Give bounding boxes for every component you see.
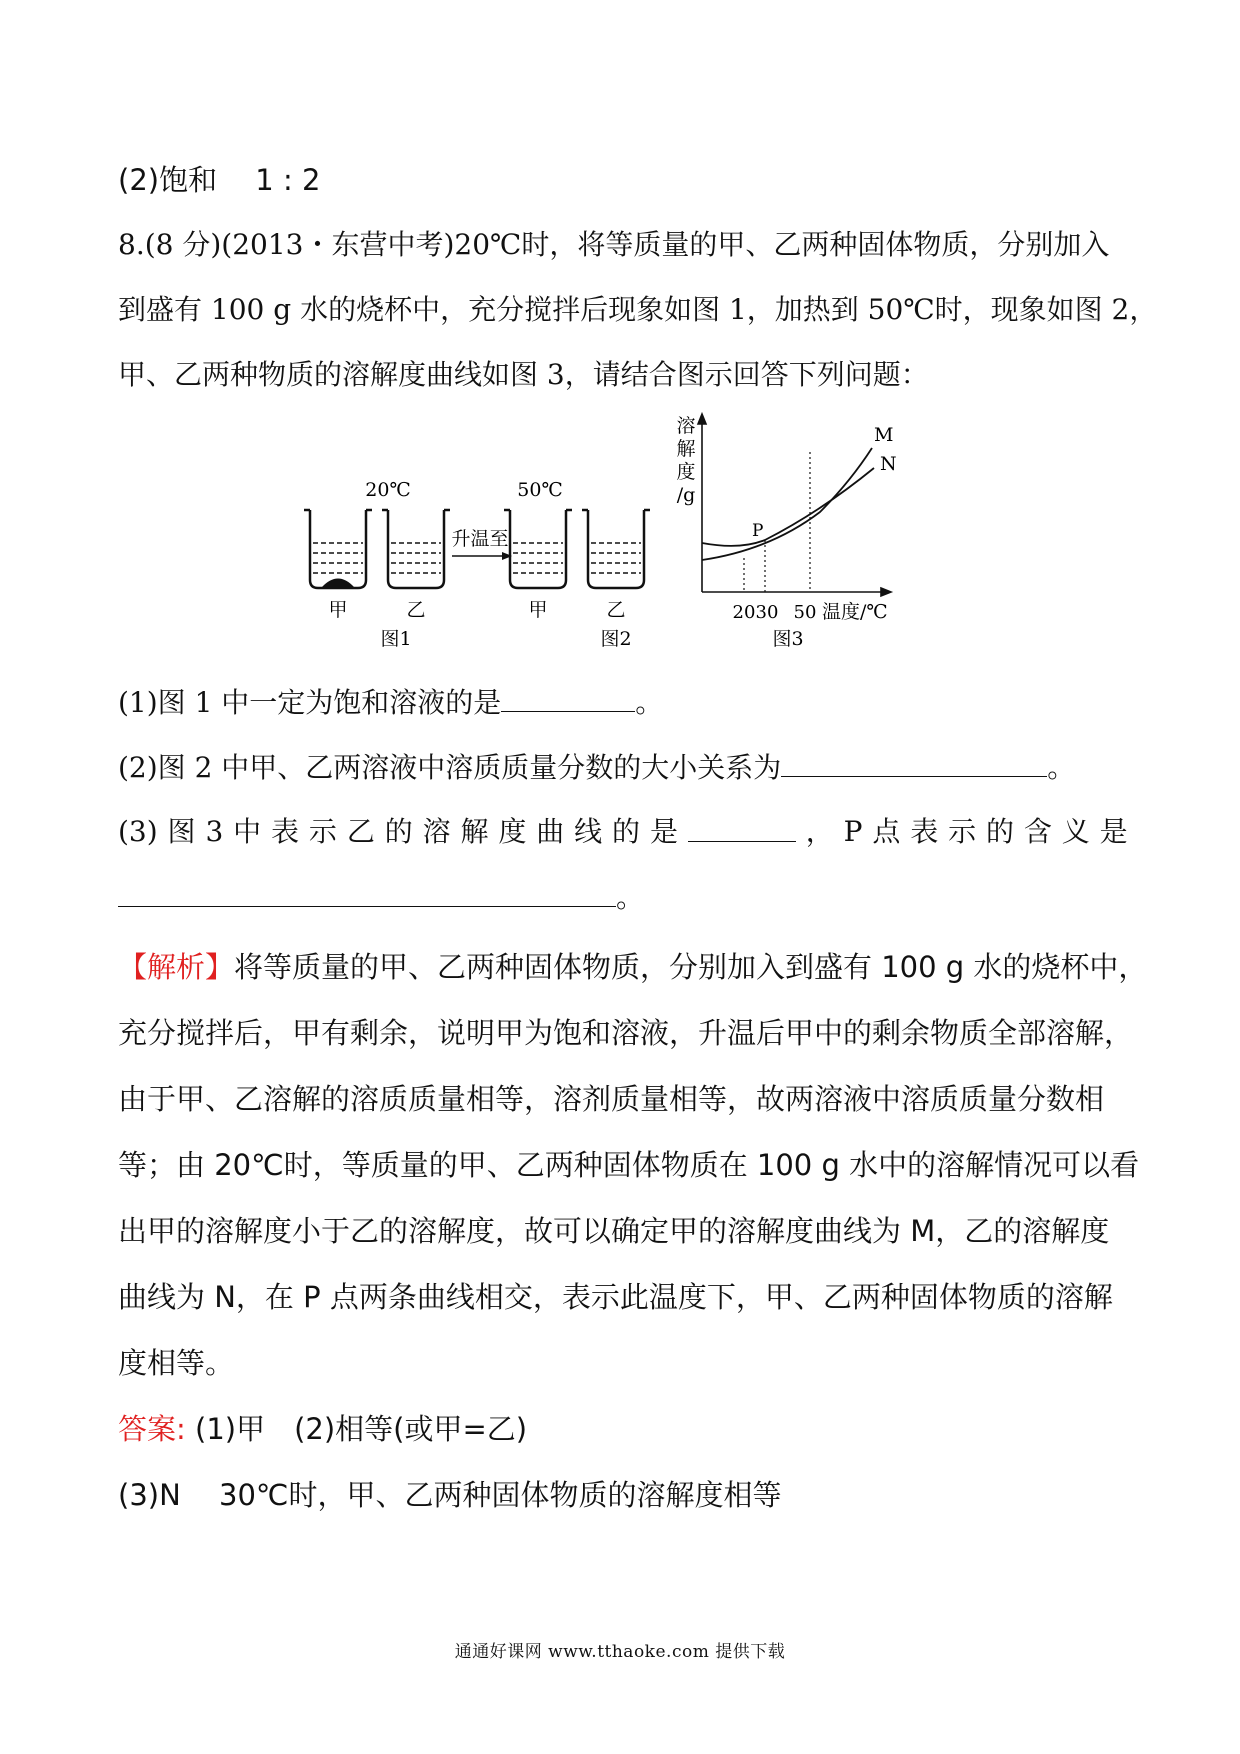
subquestion-2-end: 。	[1047, 751, 1076, 784]
q3-part: 示	[948, 815, 977, 848]
subquestion-3-end: 。	[616, 881, 645, 914]
answer-blank-3[interactable]	[688, 815, 796, 842]
q3-part: 的	[985, 815, 1014, 848]
q3-part: 含	[1023, 815, 1052, 848]
fig2-caption: 图2	[600, 628, 632, 650]
fig3-ylabel-3: 度	[676, 461, 696, 483]
q3-part: 度	[498, 815, 527, 848]
arrow-right-icon	[452, 552, 512, 560]
answer-line-1	[118, 1412, 527, 1447]
fig2-label-jia: 甲	[528, 599, 548, 621]
subquestion-3	[118, 815, 1128, 849]
fig3-ylabel-1: 溶	[676, 415, 696, 437]
beaker-jia-fig2	[504, 510, 572, 588]
q3-part: 表	[910, 815, 939, 848]
beaker-jia-fig1	[304, 510, 372, 588]
curve-n-label: N	[880, 453, 897, 475]
q3-part: (3)	[118, 815, 158, 848]
fig3-ylabel-4: /g	[676, 484, 696, 506]
analysis-text-1: 将等质量的甲、乙两种固体物质，分别加入到盛有 100 g 水的烧杯中，	[234, 950, 1148, 984]
answer-blank-1[interactable]	[501, 685, 635, 712]
q3-part: 3	[205, 815, 224, 848]
q3-part: 线	[574, 815, 603, 848]
subquestion-1	[118, 685, 663, 720]
curve-m-label: M	[874, 424, 894, 446]
fig3-tick-30: 30	[755, 602, 779, 623]
analysis-line-2: 充分搅拌后，甲有剩余，说明甲为饱和溶液，升温后甲中的剩余物质全部溶解，	[118, 1016, 1134, 1050]
beaker-yi-fig2	[582, 510, 650, 588]
analysis-line-6: 曲线为 N，在 P 点两条曲线相交，表示此温度下，甲、乙两种固体物质的溶解	[118, 1280, 1113, 1314]
fig2-label-yi: 乙	[606, 599, 626, 621]
point-p-label: P	[752, 521, 764, 541]
q3-part: 溶	[422, 815, 451, 848]
q3-part: 乙	[346, 815, 375, 848]
fig3-ylabel-2: 解	[676, 438, 696, 460]
q3-part: 曲	[536, 815, 565, 848]
fig1-caption: 图1	[380, 628, 412, 650]
q3-part: 义	[1061, 815, 1090, 848]
fig3-tick-50: 50	[793, 602, 817, 623]
q3-part: 图	[167, 815, 196, 848]
question-line-1: 8.(8 分)(2013・东营中考)20℃时，将等质量的甲、乙两种固体物质，分别加入	[118, 228, 1110, 261]
q3-part: 中	[233, 815, 262, 848]
answer-text-1: (1)甲 (2)相等(或甲=乙)	[185, 1412, 528, 1446]
subquestion-1-text: (1)图 1 中一定为饱和溶液的是	[118, 686, 502, 719]
answer-blank-4[interactable]	[118, 880, 616, 907]
question-line-3: 甲、乙两种物质的溶解度曲线如图 3，请结合图示回答下列问题：	[118, 358, 929, 391]
analysis-label: 【解析】	[118, 950, 235, 984]
q3-part: 是	[1099, 815, 1128, 848]
fig3-axes	[698, 414, 894, 596]
analysis-line-5: 出甲的溶解度小于乙的溶解度，故可以确定甲的溶解度曲线为 M，乙的溶解度	[118, 1214, 1110, 1248]
undissolved-solid	[322, 579, 354, 588]
q3-part: 是	[649, 815, 678, 848]
q3-part: 点	[872, 815, 901, 848]
page-footer: 通通好课网 www.tthaoke.com 提供下载	[454, 1642, 786, 1662]
subquestion-2-text: (2)图 2 中甲、乙两溶液中溶质质量分数的大小关系为	[118, 751, 782, 784]
question-figure	[300, 410, 960, 660]
beaker-yi-fig1	[382, 510, 450, 588]
analysis-line-4: 等；由 20℃时，等质量的甲、乙两种固体物质在 100 g 水中的溶解情况可以看	[118, 1148, 1140, 1182]
fig2-temperature: 50℃	[517, 479, 563, 501]
fig1-temperature: 20℃	[365, 479, 411, 501]
q3-part: P	[843, 815, 863, 848]
fig1-label-jia: 甲	[328, 599, 348, 621]
curve-m	[702, 448, 872, 560]
answer-line-2: (3)N 30℃时，甲、乙两种固体物质的溶解度相等	[118, 1478, 782, 1512]
question-line-2: 到盛有 100 g 水的烧杯中，充分搅拌后现象如图 1，加热到 50℃时，现象如图 2，	[118, 293, 1158, 326]
q3-part: 表	[271, 815, 300, 848]
q3-part: 的	[384, 815, 413, 848]
fig3-xlabel: 温度/℃	[822, 601, 888, 623]
analysis-line-1	[118, 950, 1147, 985]
subquestion-3-continued	[118, 880, 644, 915]
analysis-line-7: 度相等。	[118, 1346, 235, 1380]
q3-part: 解	[460, 815, 489, 848]
fig3-tick-20: 20	[732, 602, 756, 623]
q3-part: ，	[805, 815, 834, 848]
arrow-label: 升温至	[451, 528, 509, 550]
answer-label: 答案:	[118, 1412, 186, 1446]
q3-part: 的	[612, 815, 641, 848]
analysis-line-3: 由于甲、乙溶解的溶质质量相等，溶剂质量相等，故两溶液中溶质质量分数相	[118, 1082, 1105, 1116]
answer-blank-2[interactable]	[781, 750, 1047, 777]
fig3-caption: 图3	[772, 628, 804, 650]
fig1-label-yi: 乙	[406, 599, 426, 621]
q3-part: 示	[308, 815, 337, 848]
previous-answer: (2)饱和 1 : 2	[118, 163, 321, 197]
subquestion-1-end: 。	[635, 686, 664, 719]
subquestion-2	[118, 750, 1075, 785]
